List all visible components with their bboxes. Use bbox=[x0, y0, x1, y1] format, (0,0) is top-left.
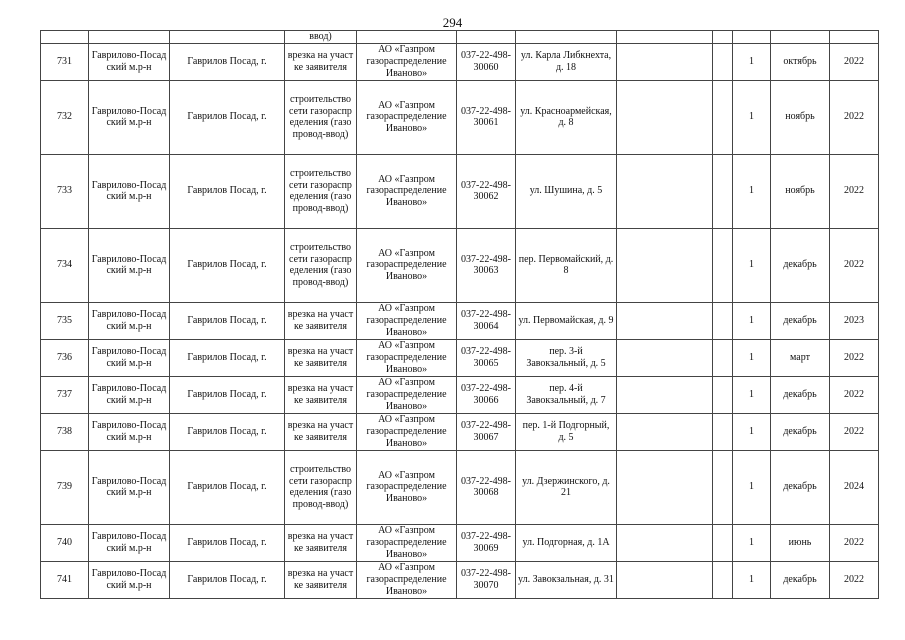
cell-count: 1 bbox=[733, 413, 771, 450]
cell-org: АО «Газпром газораспределение Иваново» bbox=[357, 154, 457, 228]
cell-num bbox=[41, 31, 89, 44]
cell-address: пер. 1-й Подгорный, д. 5 bbox=[516, 413, 617, 450]
cell-empty-1 bbox=[617, 339, 713, 376]
cell-org: АО «Газпром газораспределение Иваново» bbox=[357, 376, 457, 413]
cell-locality: Гаврилов Посад, г. bbox=[170, 228, 285, 302]
cell-year: 2023 bbox=[830, 302, 879, 339]
cell-address: пер. Первомайский, д. 8 bbox=[516, 228, 617, 302]
cell-num: 731 bbox=[41, 43, 89, 80]
cell-code: 037-22-498-30068 bbox=[457, 450, 516, 524]
cell-year: 2022 bbox=[830, 413, 879, 450]
cell-code: 037-22-498-30062 bbox=[457, 154, 516, 228]
table-row bbox=[41, 450, 879, 524]
table-row bbox=[41, 524, 879, 561]
cell-month: декабрь bbox=[771, 413, 830, 450]
cell-locality: Гаврилов Посад, г. bbox=[170, 154, 285, 228]
cell-count: 1 bbox=[733, 376, 771, 413]
table-row bbox=[41, 339, 879, 376]
cell-address bbox=[516, 31, 617, 44]
table-row bbox=[41, 80, 879, 154]
cell-address: ул. Завокзальная, д. 31 bbox=[516, 561, 617, 598]
cell-locality: Гаврилов Посад, г. bbox=[170, 376, 285, 413]
cell-address: ул. Шушина, д. 5 bbox=[516, 154, 617, 228]
cell-district: Гаврилово-Посадский м.р-н bbox=[89, 43, 170, 80]
cell-address: ул. Первомайская, д. 9 bbox=[516, 302, 617, 339]
cell-address: ул. Подгорная, д. 1А bbox=[516, 524, 617, 561]
cell-num: 740 bbox=[41, 524, 89, 561]
continued-row bbox=[41, 31, 879, 44]
cell-address: ул. Карла Либкнехта, д. 18 bbox=[516, 43, 617, 80]
cell-code: 037-22-498-30060 bbox=[457, 43, 516, 80]
cell-district: Гаврилово-Посадский м.р-н bbox=[89, 524, 170, 561]
cell-code: 037-22-498-30066 bbox=[457, 376, 516, 413]
cell-empty-1 bbox=[617, 561, 713, 598]
cell-year: 2022 bbox=[830, 43, 879, 80]
cell-empty-2 bbox=[713, 376, 733, 413]
cell-work-type: врезка на участке заявителя bbox=[285, 339, 357, 376]
cell-locality: Гаврилов Посад, г. bbox=[170, 450, 285, 524]
cell-district bbox=[89, 31, 170, 44]
table-body bbox=[41, 31, 879, 599]
cell-empty-1 bbox=[617, 43, 713, 80]
cell-code bbox=[457, 31, 516, 44]
cell-count: 1 bbox=[733, 302, 771, 339]
cell-empty-2 bbox=[713, 43, 733, 80]
cell-org: АО «Газпром газораспределение Иваново» bbox=[357, 524, 457, 561]
cell-work-type: ввод) bbox=[285, 31, 357, 44]
cell-work-type: врезка на участке заявителя bbox=[285, 43, 357, 80]
cell-num: 736 bbox=[41, 339, 89, 376]
cell-num: 732 bbox=[41, 80, 89, 154]
cell-count bbox=[733, 31, 771, 44]
table-row bbox=[41, 561, 879, 598]
cell-address: пер. 3-й Завокзальный, д. 5 bbox=[516, 339, 617, 376]
cell-district: Гаврилово-Посадский м.р-н bbox=[89, 450, 170, 524]
cell-code: 037-22-498-30069 bbox=[457, 524, 516, 561]
cell-num: 741 bbox=[41, 561, 89, 598]
cell-work-type: врезка на участке заявителя bbox=[285, 302, 357, 339]
cell-district: Гаврилово-Посадский м.р-н bbox=[89, 80, 170, 154]
cell-work-type: врезка на участке заявителя bbox=[285, 376, 357, 413]
cell-count: 1 bbox=[733, 450, 771, 524]
cell-locality: Гаврилов Посад, г. bbox=[170, 413, 285, 450]
table-row bbox=[41, 302, 879, 339]
cell-org: АО «Газпром газораспределение Иваново» bbox=[357, 450, 457, 524]
table-row bbox=[41, 154, 879, 228]
cell-org: АО «Газпром газораспределение Иваново» bbox=[357, 302, 457, 339]
cell-empty-1 bbox=[617, 154, 713, 228]
cell-district: Гаврилово-Посадский м.р-н bbox=[89, 302, 170, 339]
cell-month: ноябрь bbox=[771, 80, 830, 154]
cell-work-type: строительство сети газораспределения (газопровод-ввод) bbox=[285, 450, 357, 524]
cell-locality: Гаврилов Посад, г. bbox=[170, 43, 285, 80]
cell-empty-2 bbox=[713, 524, 733, 561]
cell-count: 1 bbox=[733, 339, 771, 376]
page-number: 294 bbox=[442, 15, 463, 30]
cell-month: декабрь bbox=[771, 302, 830, 339]
cell-org bbox=[357, 31, 457, 44]
table-row bbox=[41, 43, 879, 80]
cell-year: 2022 bbox=[830, 339, 879, 376]
cell-code: 037-22-498-30065 bbox=[457, 339, 516, 376]
cell-district: Гаврилово-Посадский м.р-н bbox=[89, 376, 170, 413]
cell-code: 037-22-498-30070 bbox=[457, 561, 516, 598]
cell-locality bbox=[170, 31, 285, 44]
cell-count: 1 bbox=[733, 524, 771, 561]
cell-month bbox=[771, 31, 830, 44]
cell-year: 2022 bbox=[830, 524, 879, 561]
cell-year: 2022 bbox=[830, 228, 879, 302]
cell-count: 1 bbox=[733, 80, 771, 154]
cell-empty-1 bbox=[617, 524, 713, 561]
cell-num: 734 bbox=[41, 228, 89, 302]
cell-code: 037-22-498-30063 bbox=[457, 228, 516, 302]
cell-work-type: строительство сети газораспределения (газопровод-ввод) bbox=[285, 80, 357, 154]
cell-month: ноябрь bbox=[771, 154, 830, 228]
cell-address: ул. Дзержинского, д. 21 bbox=[516, 450, 617, 524]
cell-empty-2 bbox=[713, 31, 733, 44]
cell-org: АО «Газпром газораспределение Иваново» bbox=[357, 43, 457, 80]
cell-num: 733 bbox=[41, 154, 89, 228]
cell-work-type: врезка на участке заявителя bbox=[285, 524, 357, 561]
cell-address: пер. 4-й Завокзальный, д. 7 bbox=[516, 376, 617, 413]
cell-empty-2 bbox=[713, 339, 733, 376]
cell-empty-2 bbox=[713, 561, 733, 598]
cell-month: декабрь bbox=[771, 561, 830, 598]
cell-locality: Гаврилов Посад, г. bbox=[170, 302, 285, 339]
cell-empty-1 bbox=[617, 31, 713, 44]
cell-org: АО «Газпром газораспределение Иваново» bbox=[357, 413, 457, 450]
cell-count: 1 bbox=[733, 228, 771, 302]
cell-empty-1 bbox=[617, 302, 713, 339]
cell-month: декабрь bbox=[771, 376, 830, 413]
cell-num: 738 bbox=[41, 413, 89, 450]
cell-locality: Гаврилов Посад, г. bbox=[170, 339, 285, 376]
cell-empty-1 bbox=[617, 413, 713, 450]
cell-org: АО «Газпром газораспределение Иваново» bbox=[357, 561, 457, 598]
cell-org: АО «Газпром газораспределение Иваново» bbox=[357, 339, 457, 376]
cell-year: 2022 bbox=[830, 154, 879, 228]
cell-year: 2022 bbox=[830, 561, 879, 598]
cell-year: 2022 bbox=[830, 80, 879, 154]
cell-month: декабрь bbox=[771, 228, 830, 302]
cell-work-type: врезка на участке заявителя bbox=[285, 413, 357, 450]
cell-year: 2024 bbox=[830, 450, 879, 524]
cell-count: 1 bbox=[733, 561, 771, 598]
cell-work-type: врезка на участке заявителя bbox=[285, 561, 357, 598]
table-row bbox=[41, 228, 879, 302]
table-row bbox=[41, 413, 879, 450]
cell-month: октябрь bbox=[771, 43, 830, 80]
cell-count: 1 bbox=[733, 154, 771, 228]
cell-month: декабрь bbox=[771, 450, 830, 524]
cell-locality: Гаврилов Посад, г. bbox=[170, 561, 285, 598]
cell-month: июнь bbox=[771, 524, 830, 561]
cell-code: 037-22-498-30064 bbox=[457, 302, 516, 339]
cell-address: ул. Красноармейская, д. 8 bbox=[516, 80, 617, 154]
cell-empty-2 bbox=[713, 154, 733, 228]
cell-num: 735 bbox=[41, 302, 89, 339]
cell-district: Гаврилово-Посадский м.р-н bbox=[89, 561, 170, 598]
cell-empty-2 bbox=[713, 80, 733, 154]
cell-empty-1 bbox=[617, 450, 713, 524]
cell-district: Гаврилово-Посадский м.р-н bbox=[89, 339, 170, 376]
cell-month: март bbox=[771, 339, 830, 376]
cell-num: 737 bbox=[41, 376, 89, 413]
table-row bbox=[41, 376, 879, 413]
cell-empty-2 bbox=[713, 302, 733, 339]
cell-code: 037-22-498-30061 bbox=[457, 80, 516, 154]
cell-count: 1 bbox=[733, 43, 771, 80]
cell-org: АО «Газпром газораспределение Иваново» bbox=[357, 80, 457, 154]
cell-empty-2 bbox=[713, 450, 733, 524]
cell-empty-1 bbox=[617, 80, 713, 154]
cell-work-type: строительство сети газораспределения (газопровод-ввод) bbox=[285, 154, 357, 228]
cell-empty-2 bbox=[713, 228, 733, 302]
cell-locality: Гаврилов Посад, г. bbox=[170, 80, 285, 154]
cell-year bbox=[830, 31, 879, 44]
cell-empty-2 bbox=[713, 413, 733, 450]
cell-district: Гаврилово-Посадский м.р-н bbox=[89, 413, 170, 450]
cell-empty-1 bbox=[617, 228, 713, 302]
cell-locality: Гаврилов Посад, г. bbox=[170, 524, 285, 561]
cell-work-type: строительство сети газораспределения (газопровод-ввод) bbox=[285, 228, 357, 302]
cell-org: АО «Газпром газораспределение Иваново» bbox=[357, 228, 457, 302]
cell-num: 739 bbox=[41, 450, 89, 524]
gasification-table bbox=[40, 30, 879, 599]
cell-district: Гаврилово-Посадский м.р-н bbox=[89, 228, 170, 302]
cell-empty-1 bbox=[617, 376, 713, 413]
cell-district: Гаврилово-Посадский м.р-н bbox=[89, 154, 170, 228]
cell-year: 2022 bbox=[830, 376, 879, 413]
cell-code: 037-22-498-30067 bbox=[457, 413, 516, 450]
